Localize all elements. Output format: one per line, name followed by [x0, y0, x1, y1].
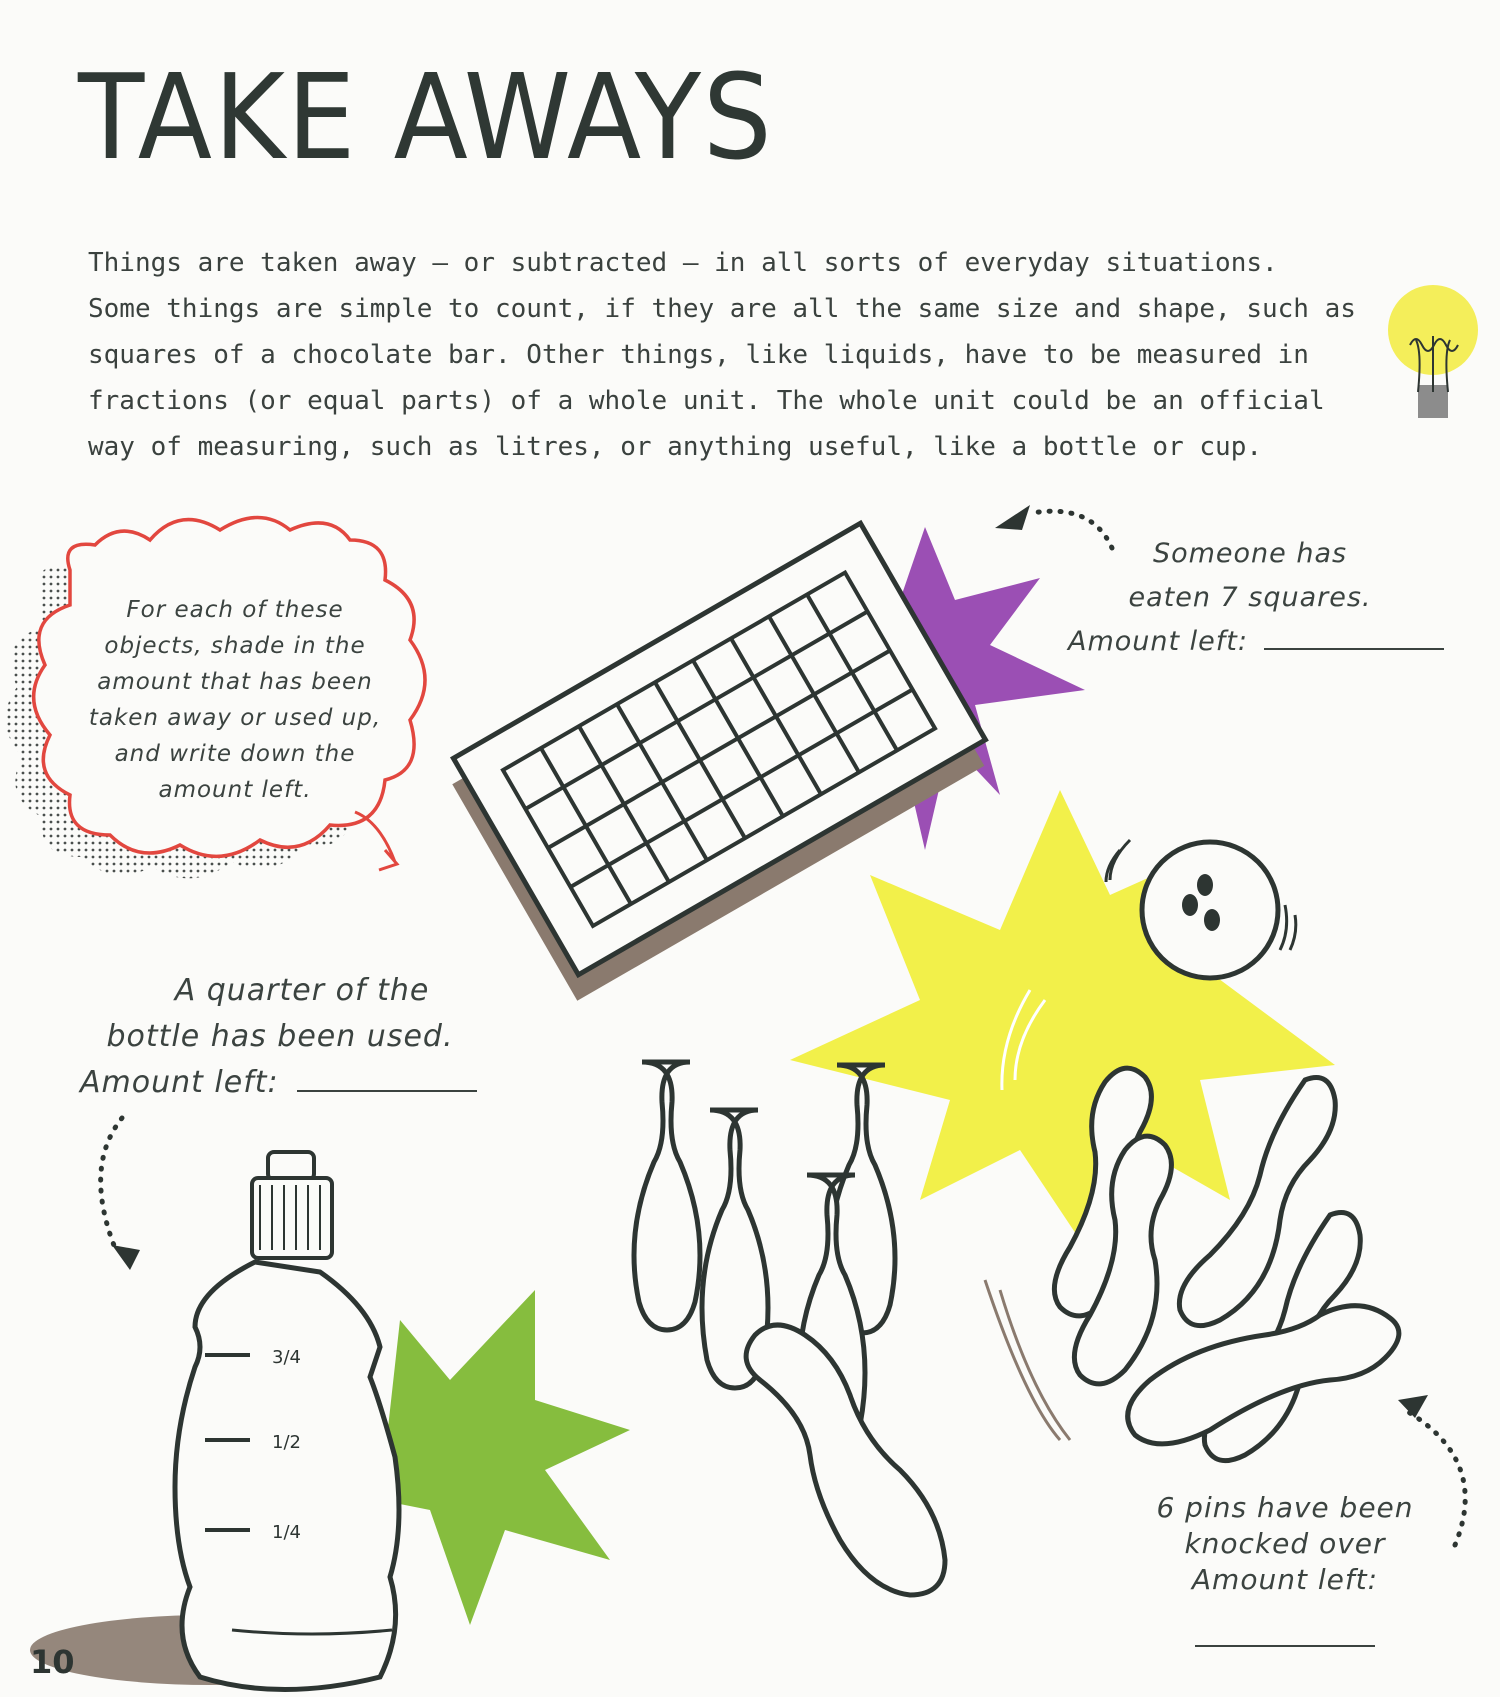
intro-line: way of measuring, such as litres, or anything useful, like a bottle or cup. — [88, 432, 1262, 462]
intro-line: squares of a chocolate bar. Other things, like liquids, have to be measured in — [88, 340, 1309, 370]
pins-line-1: 6 pins have been — [1156, 1491, 1414, 1524]
bottle-line-2: bottle has been used. — [106, 1019, 454, 1054]
bottle-answer-blank[interactable] — [297, 1090, 477, 1092]
pins-answer-blank[interactable] — [1195, 1645, 1375, 1647]
chocolate-line-1: Someone has — [1152, 538, 1348, 569]
lightbulb-icon — [1388, 285, 1478, 418]
instruction-line: objects, shade in the — [104, 633, 366, 659]
pins-caption — [1115, 1490, 1455, 1656]
bottle-amount-left-label: Amount left: — [80, 1065, 279, 1100]
bottle-mark-three-quarters: 3/4 — [272, 1347, 301, 1368]
instruction-line: amount left. — [158, 777, 312, 803]
instruction-line: taken away or used up, — [88, 705, 382, 731]
chocolate-line-2: eaten 7 squares. — [1128, 582, 1372, 613]
bottle-illustration — [30, 1152, 399, 1690]
page-number: 10 — [30, 1643, 75, 1681]
bottle-mark-half: 1/2 — [272, 1432, 301, 1453]
chocolate-answer-blank[interactable] — [1264, 648, 1444, 650]
pins-answer-row — [1115, 1598, 1455, 1656]
bowling-pin — [634, 1062, 700, 1330]
pins-line-2: knocked over — [1184, 1527, 1386, 1560]
instructions-text — [85, 592, 385, 808]
chocolate-caption — [1040, 532, 1460, 664]
intro-line: Some things are simple to count, if they are all the same size and shape, such as — [88, 294, 1356, 324]
chocolate-amount-left-label: Amount left: — [1068, 626, 1248, 657]
bottle-line-1: A quarter of the — [174, 973, 430, 1008]
instruction-line: For each of these — [126, 597, 344, 623]
bottle-caption — [80, 968, 480, 1106]
chocolate-answer-row — [1040, 620, 1460, 664]
bottle-answer-row — [80, 1060, 480, 1106]
instruction-line: and write down the — [114, 741, 356, 767]
intro-line: Things are taken away – or subtracted – in all sorts of everyday situations. — [88, 248, 1278, 278]
intro-line: fractions (or equal parts) of a whole unit. The whole unit could be an official — [88, 386, 1325, 416]
instruction-line: amount that has been — [97, 669, 373, 695]
green-burst — [380, 1290, 630, 1625]
intro-paragraph — [88, 240, 1388, 470]
page-title: TAKE AWAYS — [78, 48, 774, 186]
pins-amount-left-label: Amount left: — [1191, 1563, 1379, 1596]
bottle-mark-quarter: 1/4 — [272, 1522, 301, 1543]
